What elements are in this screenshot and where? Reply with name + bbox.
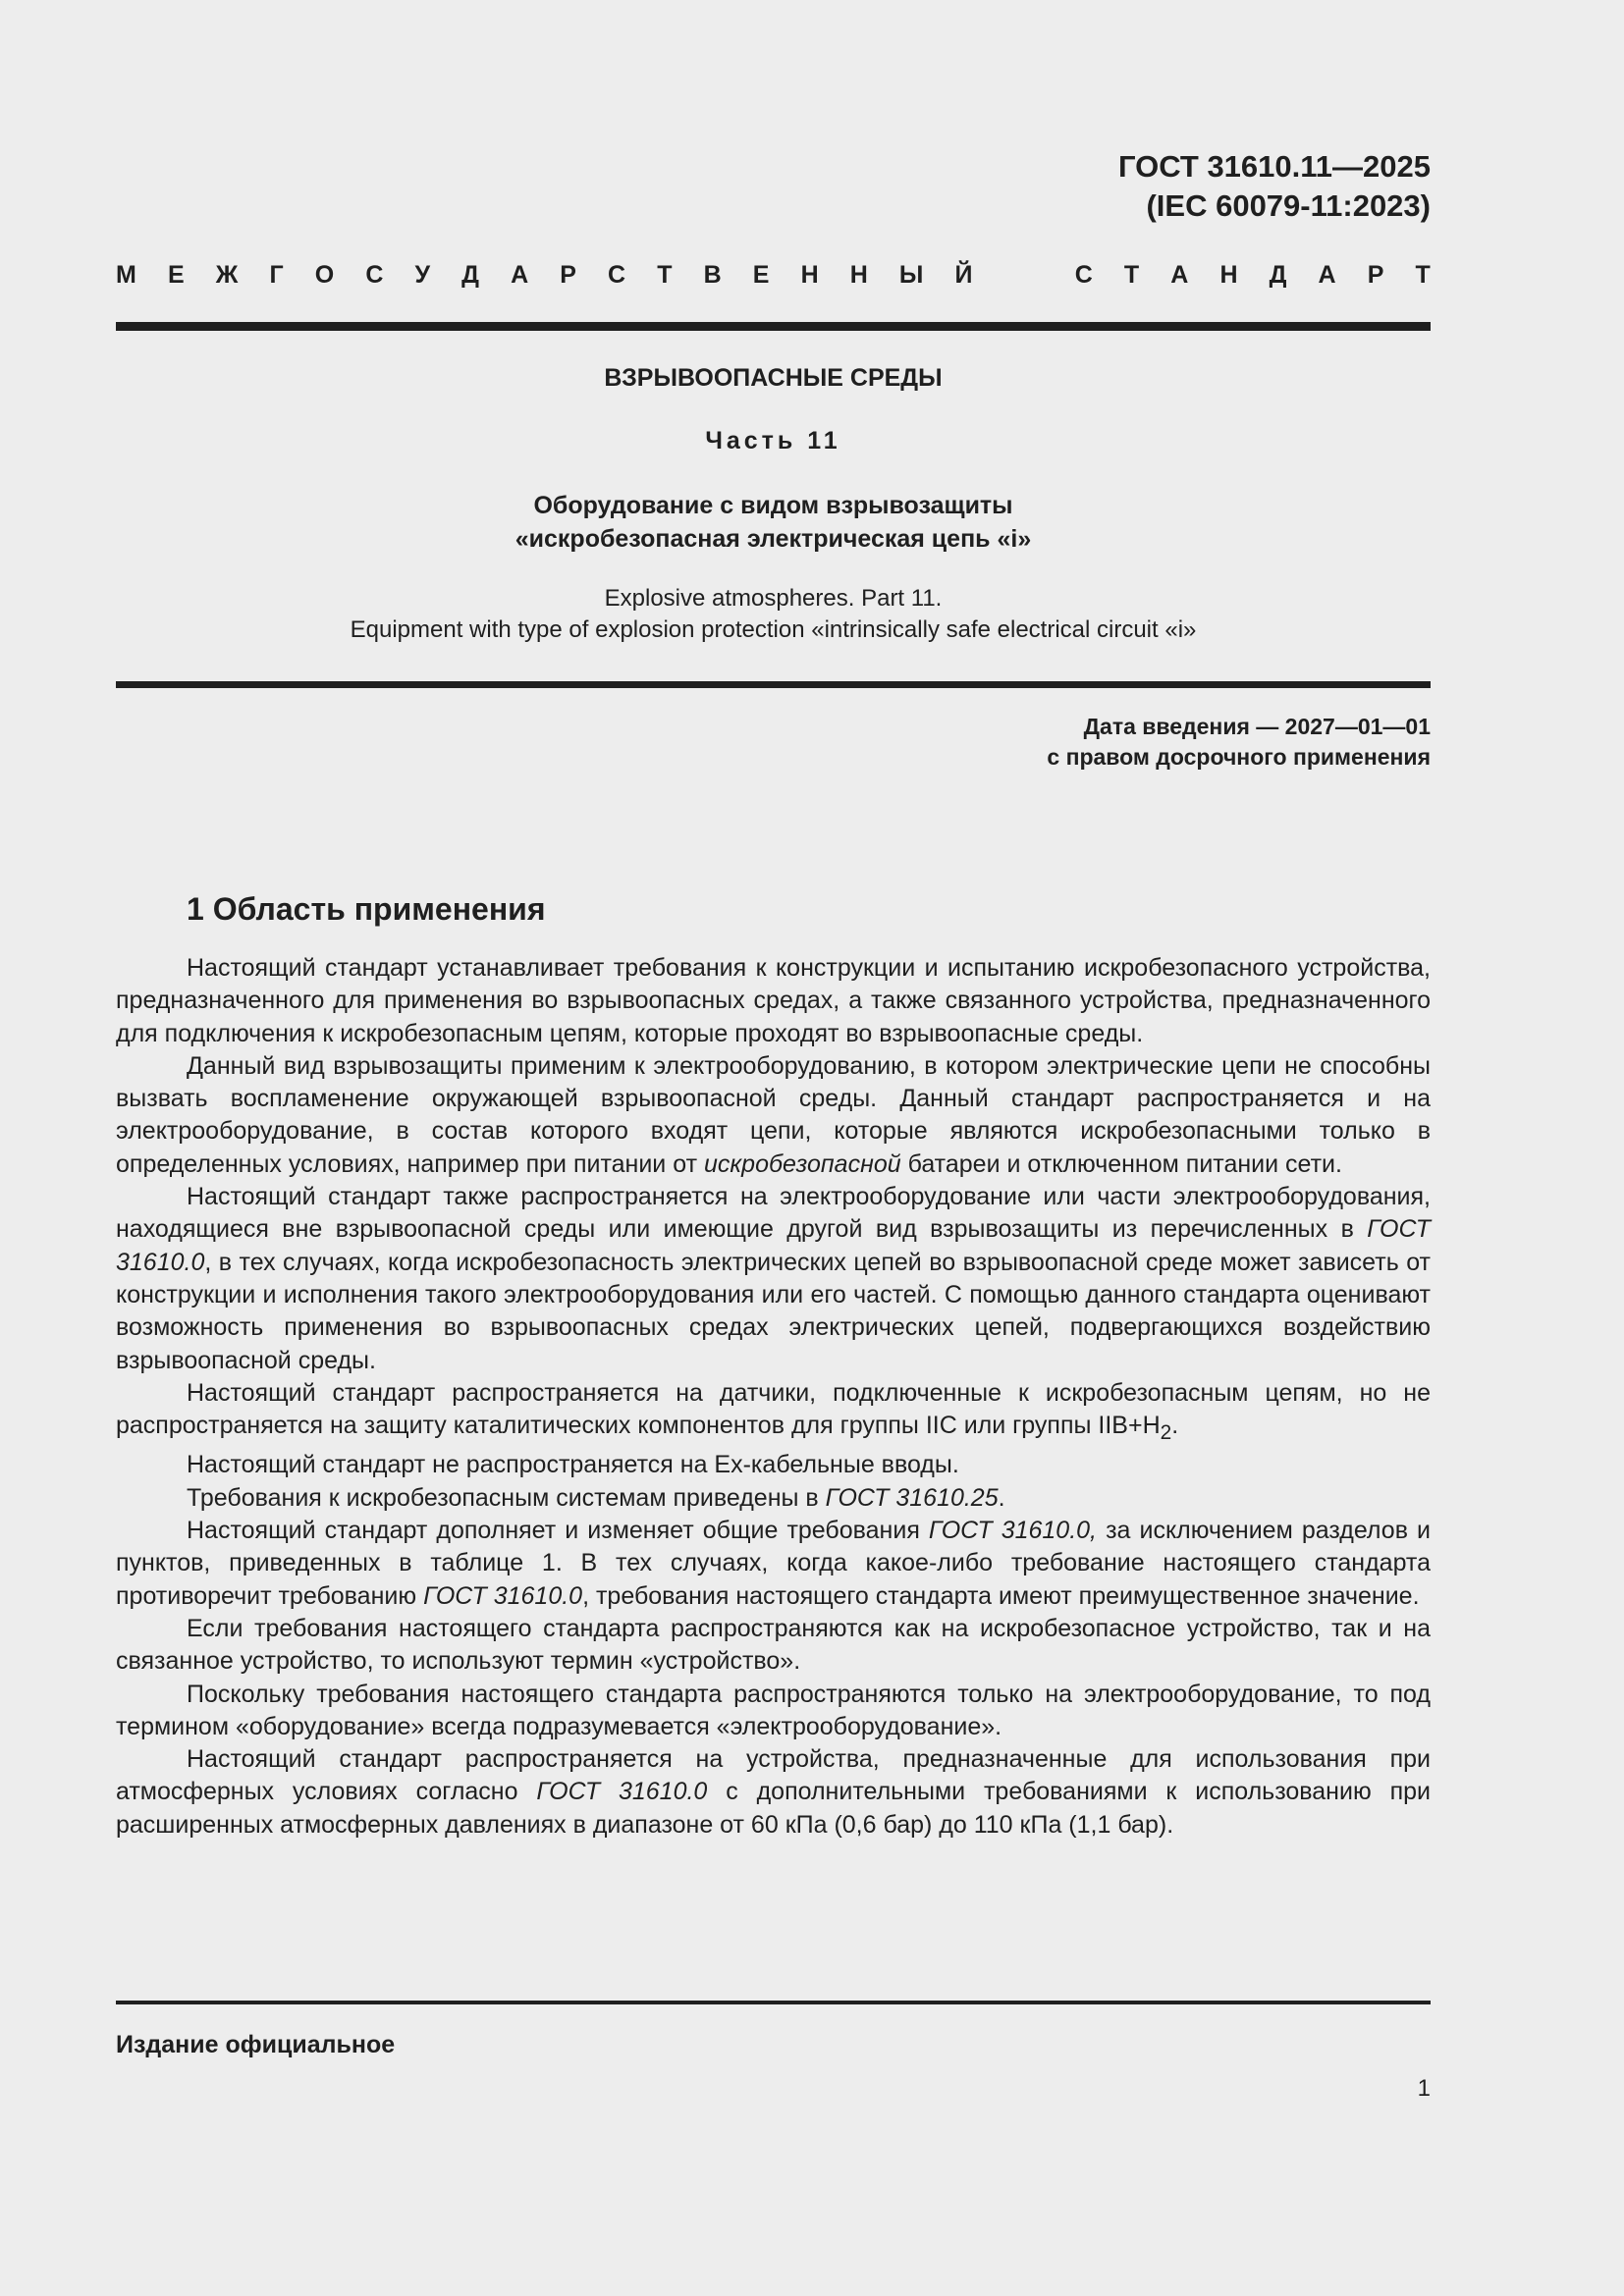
doc-kind-letter: Н <box>1219 261 1238 289</box>
section-body <box>116 952 1431 1842</box>
paragraph: Настоящий стандарт распространяется на датчики, подключенные к искробезопасным цепям, но не распространяется на защиту каталитических компонентов для группы IIC или группы $IIB+H_2$. <box>116 1378 1431 1445</box>
edition-label: Издание официальное <box>116 2031 396 2058</box>
english-title-line-2: Equipment with type of explosion protection «intrinsically safe electrical circuit «i» <box>350 616 1197 643</box>
doc-kind-letter: С <box>365 261 384 289</box>
doc-kind-letter: Е <box>752 261 770 289</box>
doc-kind-letter: Д <box>1269 261 1287 289</box>
doc-number: ГОСТ 31610.11—2025 <box>1118 149 1431 184</box>
doc-kind-letter: А <box>511 261 529 289</box>
doc-kind-letter: Т <box>657 261 673 289</box>
doc-kind-letter: Р <box>1367 261 1384 289</box>
intro-date-line-1: Дата введения — 2027—01—01 <box>1083 714 1431 739</box>
doc-kind-letter: Н <box>800 261 819 289</box>
doc-kind-letter: Р <box>560 261 576 289</box>
doc-kind-letter: С <box>1074 261 1093 289</box>
page-number: 1 <box>1417 2075 1431 2102</box>
doc-kind-letter: С <box>608 261 626 289</box>
document-subtitle <box>116 489 1431 556</box>
doc-kind-letter: У <box>414 261 431 289</box>
doc-kind-word-gap <box>1004 258 1044 292</box>
paragraph: Требования к искробезопасным системам приведены в ГОСТ 31610.25. <box>187 1483 1005 1512</box>
intro-date-line-2: с правом досрочного применения <box>1047 744 1431 770</box>
introduction-date <box>1047 712 1431 773</box>
doc-kind-letter: Н <box>849 261 868 289</box>
paragraph: Настоящий стандарт дополняет и изменяет общие требования ГОСТ 31610.0, за исключением разделов и пунктов, приведенных в таблице 1. В тех случаях, когда какое-либо требование настоящего стандарта противоречит требованию ГОСТ 31610.0, требования настоящего стандарта имеют преимущественное значение. <box>116 1517 1431 1610</box>
subtitle-line-1: Оборудование с видом взрывозащиты <box>533 492 1013 519</box>
title-divider <box>116 681 1431 688</box>
doc-kind-letter: Е <box>167 261 185 289</box>
subtitle-line-2: «искробезопасная электрическая цепь «i» <box>514 525 1032 553</box>
iec-number: (IEC 60079-11:2023) <box>1146 188 1431 223</box>
doc-kind-letter: Ж <box>215 261 239 289</box>
doc-kind-letter: Г <box>269 261 284 289</box>
document-code <box>1118 147 1431 226</box>
doc-kind-letter: О <box>314 261 335 289</box>
paragraph: Настоящий стандарт распространяется на устройства, предназначенные для использования при атмосферных условиях согласно ГОСТ 31610.0 с дополнительными требованиями к использованию при расширенных атмосферных давлениях в диапазоне от 60 кПа (0,6 бар) до 110 кПа (1,1 бар). <box>116 1745 1431 1839</box>
doc-kind-letter: М <box>116 261 136 289</box>
doc-kind-letter: А <box>1170 261 1189 289</box>
top-divider <box>116 322 1431 331</box>
paragraph: Настоящий стандарт не распространяется на Ex-кабельные вводы. <box>187 1451 959 1479</box>
doc-kind-letter: Т <box>1123 261 1140 289</box>
footer-divider <box>116 2001 1431 2004</box>
doc-kind-letter: А <box>1318 261 1336 289</box>
paragraph: Настоящий стандарт также распространяется на электрооборудование или части электрооборудования, находящиеся вне взрывоопасной среды или имеющие другой вид взрывозащиты из перечисленных в ГОСТ 31610.0, в тех случаях, когда искробезопасность электрических цепей во взрывоопасной среде может зависеть от конструкции и исполнения такого электрооборудования или его частей. С помощью данного стандарта оценивают возможность применения во взрывоопасных средах электрических цепей, подвергающихся воздействию взрывоопасной среды. <box>116 1183 1431 1374</box>
document-page <box>116 0 1431 2296</box>
paragraph: Настоящий стандарт устанавливает требования к конструкции и испытанию искробезопасного устройства, предназначенного для применения во взрывоопасных средах, а также связанного устройства, предназначенного для подключения к искробезопасным цепям, которые проходят во взрывоопасные среды. <box>116 954 1431 1047</box>
doc-kind-letter: Й <box>954 261 973 289</box>
paragraph: Данный вид взрывозащиты применим к электрооборудованию, в котором электрические цепи не способны вызвать воспламенение окружающей взрывоопасной среды. Данный стандарт распространяется и на электрооборудование, в состав которого входят цепи, которые являются искробезопасными только в определенных условиях, например при питании от искробезопасной батареи и отключенном питании сети. <box>116 1051 1431 1178</box>
paragraph: Поскольку требования настоящего стандарта распространяются только на электрооборудование, то под термином «оборудование» всегда подразумевается «электрооборудование». <box>116 1680 1431 1740</box>
paragraph: Если требования настоящего стандарта распространяются как на искробезопасное устройство, так и на связанное устройство, то используют термин «устройство». <box>116 1614 1431 1676</box>
doc-kind-letter: Ы <box>898 261 924 289</box>
english-title-line-1: Explosive atmospheres. Part 11. <box>604 585 943 612</box>
english-title <box>116 583 1431 646</box>
document-title: ВЗРЫВООПАСНЫЕ СРЕДЫ <box>604 364 943 392</box>
doc-kind-letter: Д <box>461 261 479 289</box>
document-kind <box>116 258 1431 292</box>
document-part: Часть 11 <box>705 427 841 454</box>
section-heading: 1 Область применения <box>187 891 546 927</box>
doc-kind-letter: Т <box>1415 261 1431 289</box>
doc-kind-letter: В <box>703 261 722 289</box>
